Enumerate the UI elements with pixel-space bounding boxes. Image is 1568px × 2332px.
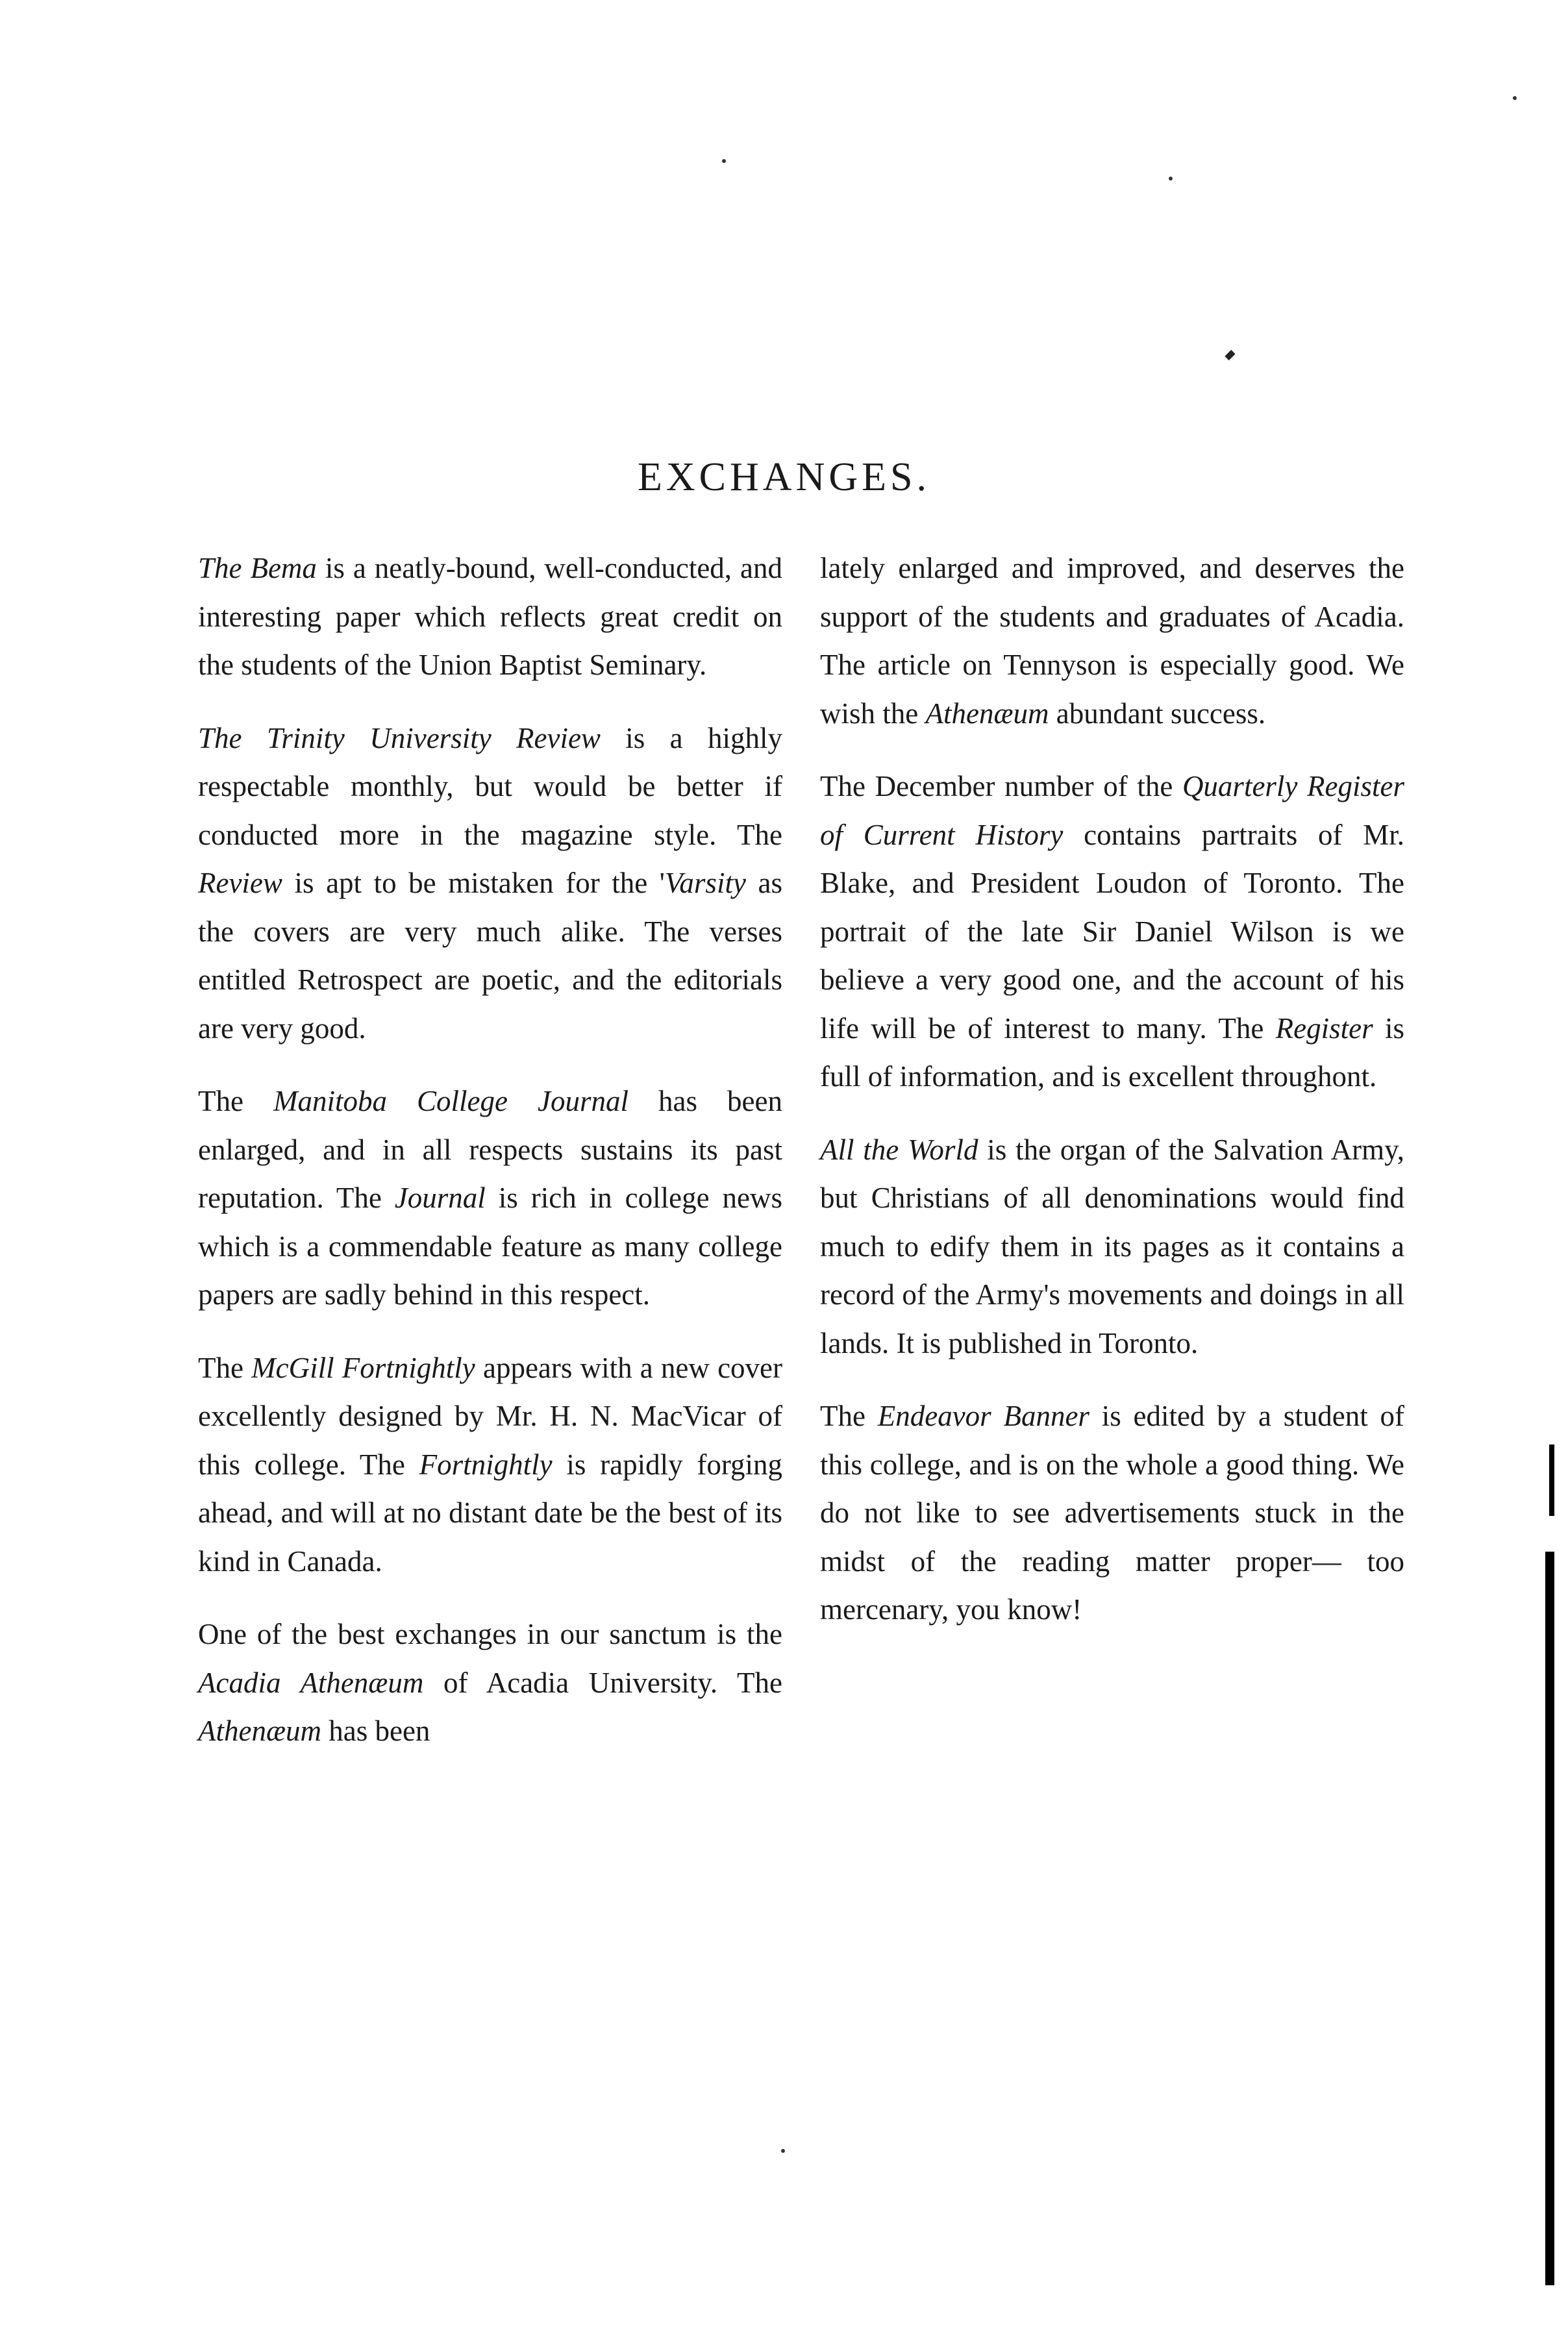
paragraph-text: is edited by a student of this college, and is on the whole a good thing. We do not like to see advertisements stuck in the midst of the reading matter proper— too mercenary, you know!	[820, 1400, 1404, 1626]
scan-speck	[1513, 96, 1517, 100]
paragraph-text: The	[198, 1351, 252, 1384]
paragraph-text: The	[198, 1085, 273, 1117]
left-column	[198, 544, 782, 1780]
paragraph-text: is full of information, and is excellent throughont.	[820, 1011, 1404, 1093]
publication-title: Journal	[394, 1182, 486, 1214]
paragraph-bema	[198, 544, 782, 689]
paragraph-text: abundant success.	[1049, 697, 1266, 730]
publication-title: Register	[1275, 1011, 1373, 1045]
paragraph-text: has been enlarged, and in all respects sustains its past reputation. The	[198, 1085, 783, 1214]
paragraph-text: is a neatly-bound, well-conducted, and interesting paper which reflects great credit on the students of the Union Baptist Seminary.	[198, 552, 782, 681]
publication-title: Manitoba College Journal	[273, 1085, 629, 1117]
paragraph-text: of Acadia University. The	[423, 1666, 782, 1699]
publication-title: Fortnightly	[419, 1448, 553, 1481]
page-edge-bar	[1545, 1552, 1554, 2285]
publication-title: The Bema	[198, 552, 317, 584]
scan-mark	[1225, 350, 1235, 360]
paragraph-manitoba-journal	[198, 1077, 782, 1319]
paragraph-text: has been	[321, 1715, 430, 1747]
paragraph-text: lately enlarged and improved, and deserves the support of the students and graduates of Acadia. The article on Tennyson is especially good. We wish the	[820, 552, 1404, 730]
publication-title: All the World	[820, 1133, 978, 1166]
right-column	[820, 544, 1404, 1659]
paragraph-text: is the organ of the Salvation Army, but Christians of all denominations would find much to edify them in its pages as it contains a record of the Army's movements and doings in all lands. It is published in Toronto.	[820, 1133, 1404, 1359]
page-edge-bar	[1549, 1445, 1554, 1516]
paragraph-endeavor-banner	[820, 1392, 1404, 1634]
paragraph-text: The December number of the	[820, 770, 1182, 802]
paragraph-text: as the covers are very much alike. The verses entitled Retrospect are poetic, and the editorials are very good.	[198, 867, 782, 1045]
paragraph-athenaeum-continued	[820, 544, 1404, 738]
publication-title: Athenæum	[925, 697, 1049, 730]
paragraph-text: contains partraits of Mr. Blake, and President Loudon of Toronto. The portrait of the late Sir Daniel Wilson is we believe a very good one, and the account of his life will be of interest to many. The	[820, 818, 1404, 1045]
publication-title: Athenæum	[198, 1715, 321, 1747]
paragraph-mcgill-fortnightly	[198, 1344, 782, 1586]
publication-title: Quarterly Register of Current History	[820, 770, 1405, 851]
page-title: EXCHANGES.	[638, 455, 930, 499]
paragraph-trinity-review	[198, 714, 782, 1053]
publication-title: The Trinity University Review	[198, 721, 601, 754]
publication-title: Review	[198, 867, 282, 899]
paragraph-acadia-athenaeum	[198, 1610, 782, 1755]
paragraph-text: is rapidly forging ahead, and will at no distant date be the best of its kind in Canada.	[198, 1448, 782, 1578]
paragraph-all-the-world	[820, 1126, 1404, 1368]
publication-title: McGill Fortnightly	[251, 1351, 475, 1384]
paragraph-text: appears with a new cover excellently designed by Mr. H. N. MacVicar of this college. The	[198, 1351, 783, 1481]
publication-title: Varsity	[664, 867, 746, 899]
scan-speck	[722, 159, 726, 163]
paragraph-text: The	[820, 1400, 878, 1432]
scan-speck	[1169, 177, 1173, 180]
paragraph-quarterly-register	[820, 762, 1404, 1101]
paragraph-text: is rich in college news which is a commendable feature as many college papers are sadly behind in this respect.	[198, 1182, 782, 1311]
paragraph-text: is a highly respectable monthly, but would be better if conducted more in the magazine style. The	[198, 721, 782, 851]
paragraph-text: One of the best exchanges in our sanctum is the	[198, 1618, 782, 1650]
publication-title: Acadia Athenæum	[198, 1666, 424, 1699]
publication-title: Endeavor Banner	[877, 1400, 1089, 1432]
paragraph-text: is apt to be mistaken for the '	[282, 867, 665, 899]
scan-speck	[781, 2149, 785, 2153]
